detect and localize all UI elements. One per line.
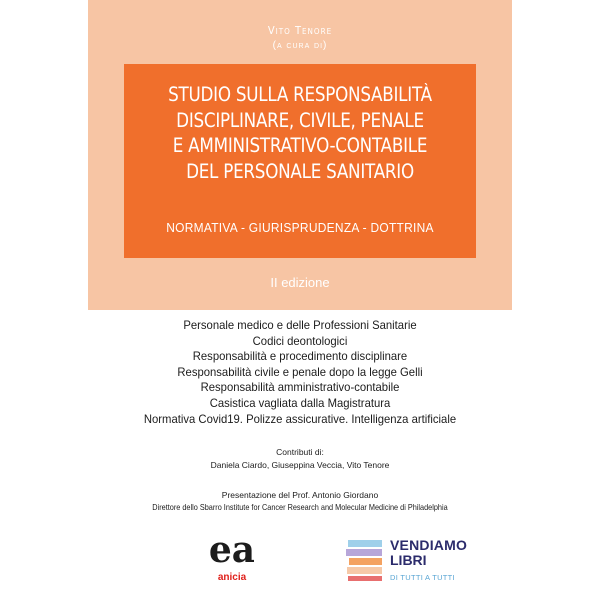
- presentation-credit: Presentazione del Prof. Antonio Giordano: [221, 490, 379, 500]
- edition-label: II edizione: [270, 275, 330, 290]
- svg-text:ea: ea: [210, 529, 254, 571]
- cover-top-band: [88, 0, 512, 310]
- topic-item: Normativa Covid19. Polizze assicurative. Intelligenza artificiale: [143, 411, 457, 426]
- book-cover: [88, 0, 512, 600]
- topic-item: Casistica vagliata dalla Magistratura: [209, 395, 391, 410]
- book-title: [149, 82, 452, 184]
- topic-item: Responsabilità amministrativo-contabile: [200, 380, 400, 395]
- topics-list: [88, 318, 512, 427]
- contributors-label: Contributi di:: [276, 447, 324, 457]
- topic-item: Responsabilità e procedimento disciplinare: [192, 349, 408, 364]
- store-logo-tagline: DI TUTTI A TUTTI: [390, 573, 455, 582]
- title-box: [124, 64, 476, 258]
- title-line-3: E AMMINISTRATIVO-CONTABILE: [172, 134, 428, 157]
- publisher-logo: [210, 528, 254, 588]
- director-credit: Direttore dello Sbarro Institute for Cancer Research and Molecular Medicine di Philadelphia: [152, 502, 448, 512]
- title-line-4: DEL PERSONALE SANITARIO: [186, 159, 414, 183]
- title-line-1: STUDIO SULLA RESPONSABILITÀ: [168, 83, 432, 106]
- publisher-name: anicia: [217, 572, 247, 583]
- curator-label: (a cura di): [272, 40, 328, 51]
- ea-logo-icon: [210, 528, 254, 572]
- title-line-2: DISCIPLINARE, CIVILE, PENALE: [176, 108, 424, 132]
- topic-item: Personale medico e delle Professioni Sanitarie: [183, 318, 417, 332]
- topic-item: Responsabilità civile e penale dopo la legge Gelli: [177, 364, 423, 379]
- author-name: Vito Tenore: [267, 24, 333, 37]
- stacked-books-icon: [346, 538, 386, 582]
- contributors-names: Daniela Ciardo, Giuseppina Veccia, Vito Tenore: [210, 460, 390, 470]
- store-logo-line-2: LIBRI: [390, 552, 427, 568]
- store-logo: [346, 530, 476, 590]
- topic-item: Codici deontologici: [252, 333, 348, 348]
- book-subtitle: NORMATIVA - GIURISPRUDENZA - DOTTRINA: [166, 220, 434, 235]
- store-logo-line-1: VENDIAMO: [390, 537, 468, 553]
